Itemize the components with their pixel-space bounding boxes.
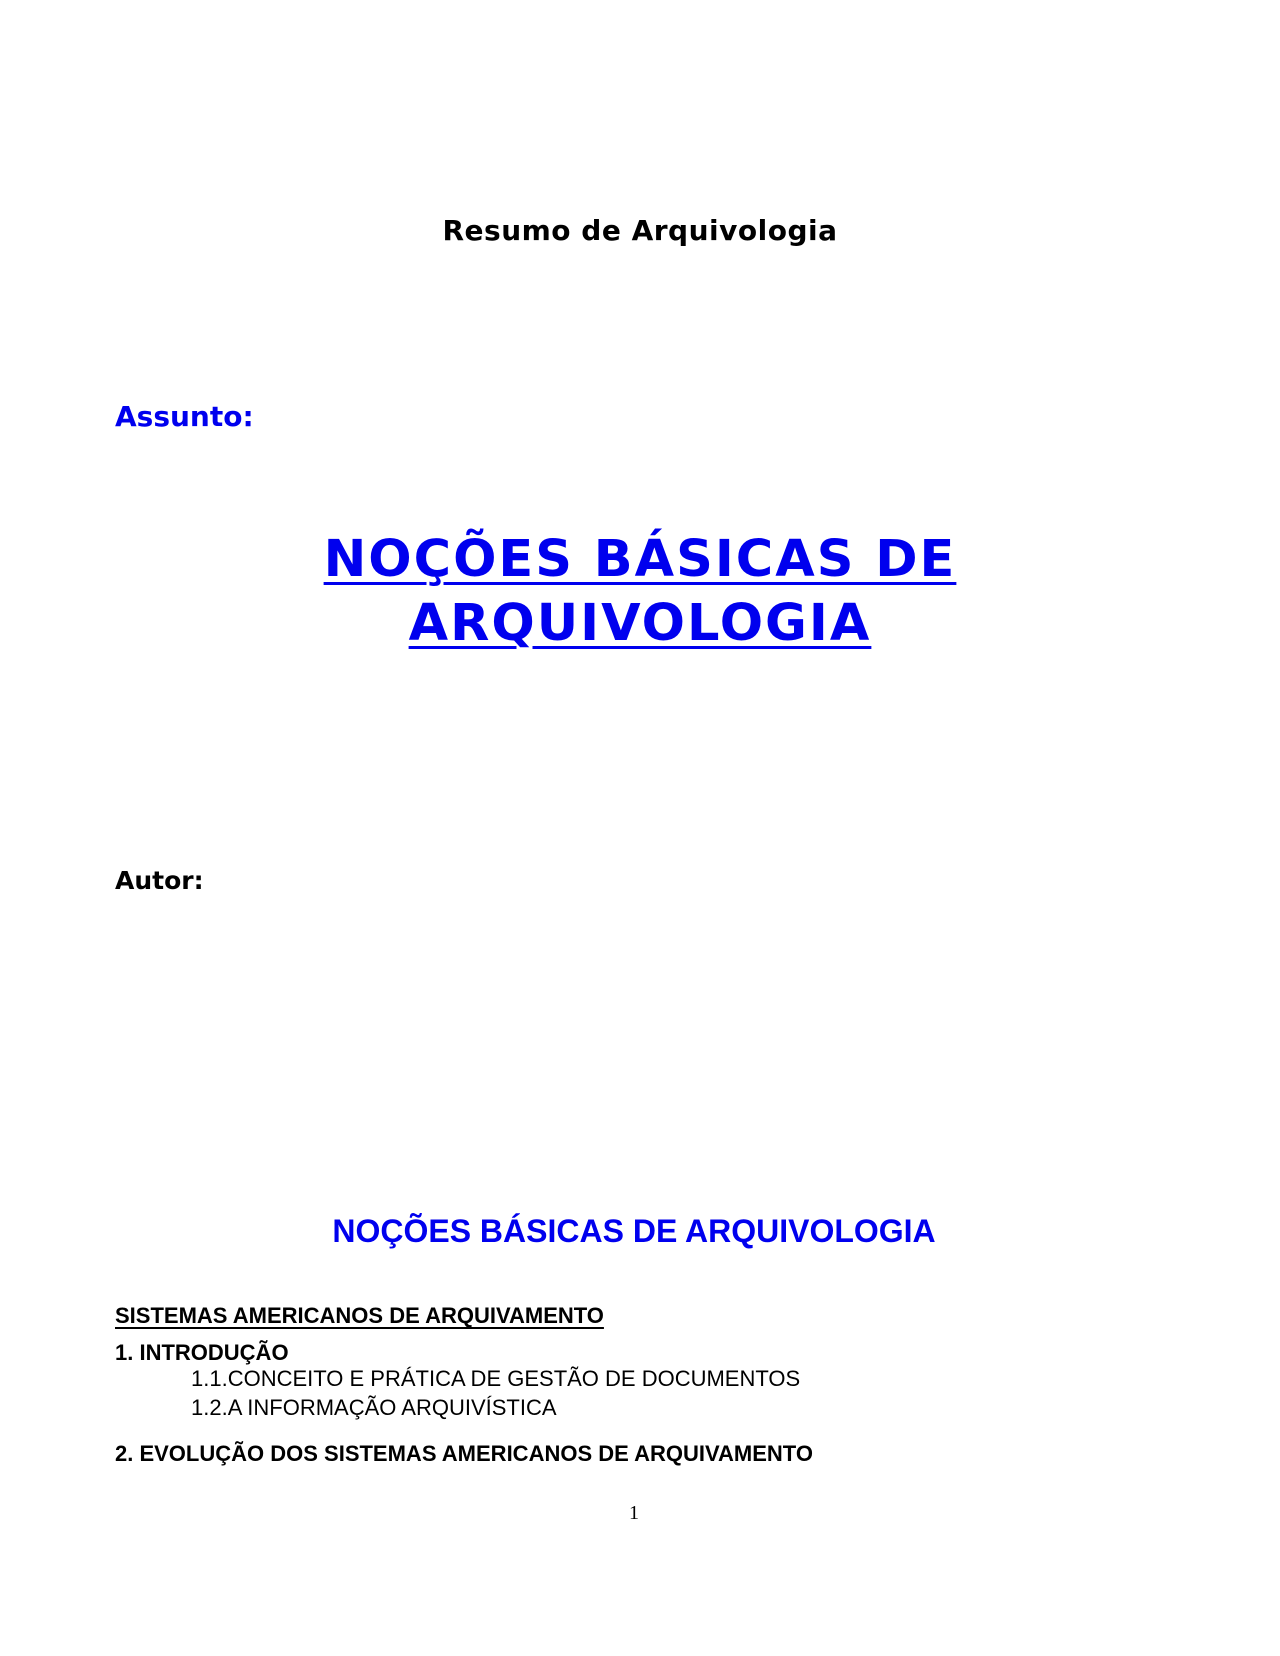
page-number: 1 xyxy=(629,1502,639,1524)
document-heading: Resumo de Arquivologia xyxy=(442,214,838,247)
main-title-line-2: ARQUIVOLOGIA xyxy=(408,594,872,653)
main-title xyxy=(0,528,1280,656)
subsection-title: SISTEMAS AMERICANOS DE ARQUIVAMENTO xyxy=(115,1303,604,1328)
main-title-line-1: NOÇÕES BÁSICAS DE xyxy=(323,530,957,589)
section-title: NOÇÕES BÁSICAS DE ARQUIVOLOGIA xyxy=(332,1213,936,1249)
outline-item-1-1: 1.1.CONCEITO E PRÁTICA DE GESTÃO DE DOCUMENTOS xyxy=(191,1366,801,1391)
autor-label: Autor: xyxy=(115,866,204,895)
outline-item-2-title: 2. EVOLUÇÃO DOS SISTEMAS AMERICANOS DE ARQUIVAMENTO xyxy=(115,1441,813,1466)
assunto-label: Assunto: xyxy=(115,400,254,433)
outline-item-1-title: 1. INTRODUÇÃO xyxy=(115,1340,289,1365)
outline-item-1-2: 1.2.A INFORMAÇÃO ARQUIVÍSTICA xyxy=(191,1395,557,1420)
